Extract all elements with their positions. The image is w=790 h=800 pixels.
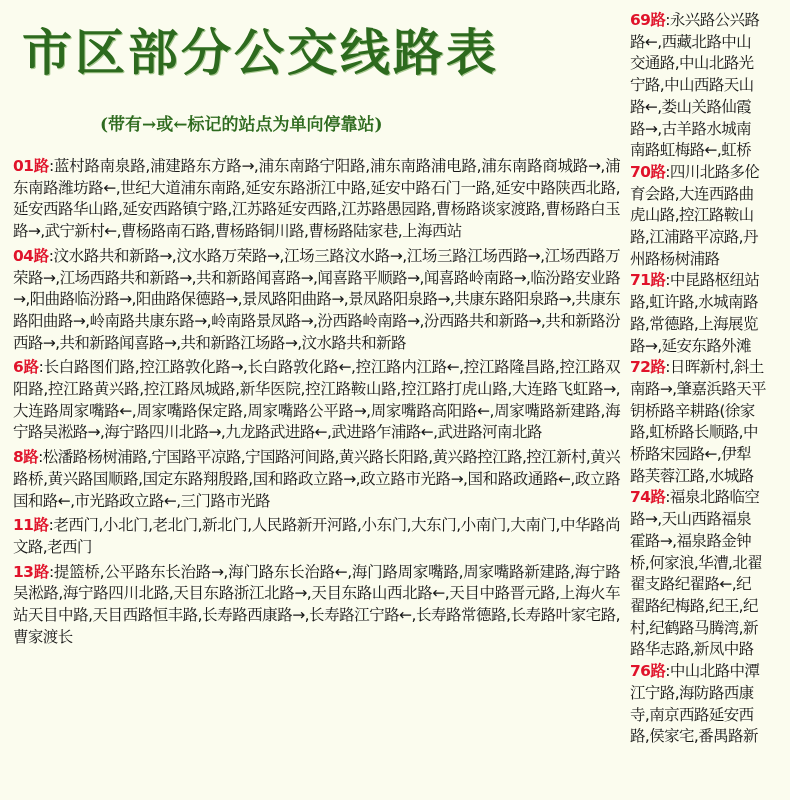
route-number: 76路: [630, 662, 666, 681]
route-stops: :汶水路共和新路→,汶水路万荣路→,江场三路汶水路→,江场三路江场西路→,江场西路万荣路→,江场西路共和新路→,共和新路闻喜路→,闻喜路平顺路→,闻喜路岭南路→,临汾路安业路→,阳曲路临汾路→,阳曲路保德路→,景凤路阳曲路→,景凤路阳泉路→,共康东路阳泉路→,共康东路阳曲路→,岭南路共康东路→,岭南路景凤路→,汾西路岭南路→,汾西路共和新路→,共和新路汾西路→,共和新路闻喜路→,共和新路江场路→,汶水路共和新路: [13, 246, 620, 352]
route-stops-line: 江宁路,海防路西康: [630, 683, 754, 702]
route-stops-line: 路→,古羊路水城南: [630, 119, 752, 138]
route-stops-line: 路,侯家宅,番禺路新: [630, 727, 758, 746]
route-stops-line: 桥,何家浪,华漕,北翟: [630, 553, 763, 572]
route-stops-line: :中昆路枢纽站: [665, 271, 760, 290]
route-stops: :老西门,小北门,老北门,新北门,人民路新开河路,小东门,大东门,小南门,大南门,中华路尚文路,老西门: [13, 516, 620, 556]
route-stops-line: 路←,娄山关路仙霞: [630, 97, 752, 116]
route-stops-line: :四川北路多伦: [665, 162, 760, 181]
route-stops-line: 育会路,大连西路曲: [630, 184, 754, 203]
route-entry: [13, 357, 620, 444]
route-stops-line: 虎山路,控江路鞍山: [630, 206, 754, 225]
route-number: 11路: [13, 516, 49, 535]
route-stops: :提篮桥,公平路东长治路→,海门路东长治路←,海门路周家嘴路,周家嘴路新建路,海宁路吴淞路,海宁路四川北路,天目东路浙江北路→,天目东路山西北路←,天目中路晋元路,上海火车站天目中路,天目西路恒丰路,长寿路西康路→,长寿路江宁路←,长寿路常德路,长寿路叶家宅路,曹家渡长: [13, 562, 620, 646]
route-stops-line: 州路杨树浦路: [630, 249, 720, 268]
route-stops-line: :永兴路公兴路: [665, 11, 760, 29]
route-stops-line: 霍路→,福泉路金钟: [630, 531, 752, 550]
route-number: 13路: [13, 562, 49, 581]
route-stops-line: 路→,天山西路福泉: [630, 510, 752, 529]
route-entry: [13, 562, 620, 649]
page-title: 市区部分公交线路表: [22, 23, 499, 82]
route-stops-line: 钥桥路辛耕路(徐家: [630, 401, 755, 420]
route-entry: [13, 246, 620, 355]
route-number: 8路: [13, 448, 39, 467]
route-stops-line: 宁路,中山西路天山: [630, 76, 754, 95]
route-stops-line: :日晖新村,斜土: [665, 358, 764, 377]
route-number: 74路: [630, 488, 666, 507]
route-number: 72路: [630, 358, 666, 377]
right-route-column: [630, 10, 790, 748]
route-entry: [13, 515, 620, 558]
route-list: [13, 156, 620, 651]
route-stops-line: 路华志路,新凤中路: [630, 640, 754, 659]
right-route-entry: [630, 270, 790, 357]
route-number: 01路: [13, 157, 49, 175]
right-route-entry: [630, 357, 790, 487]
route-stops-line: 路,虹桥路长顺路,中: [630, 423, 758, 442]
route-stops-line: :福泉北路临空: [665, 488, 760, 507]
route-stops: :长白路图们路,控江路敦化路→,长白路敦化路←,控江路内江路←,控江路隆昌路,控江路双阳路,控江路黄兴路,控江路凤城路,新华医院,控江路鞍山路,控江路打虎山路,大连路飞虹路→,大连路周家嘴路←,周家嘴路保定路,周家嘴路公平路→,周家嘴路高阳路←,周家嘴路新建路,海宁路吴淞路→,海宁路四川北路→,九龙路武进路←,武进路乍浦路←,武进路河南北路: [13, 358, 620, 442]
route-stops-line: 桥路宋园路←,伊犁: [630, 445, 752, 464]
route-entry: [13, 447, 620, 512]
route-stops: :蓝村路南泉路,浦建路东方路→,浦东南路宁阳路,浦东南路浦电路,浦东南路商城路→,浦东南路潍坊路←,世纪大道浦东南路,延安东路浙江中路,延安中路石门一路,延安中路陕西北路,延安西路华山路,延安西路镇宁路,江苏路延安西路,江苏路愚园路,曹杨路谈家渡路,曹杨路白玉路→,武宁新村←,曹杨路南石路,曹杨路铜川路,曹杨路陆家巷,上海西站: [13, 157, 620, 241]
route-stops-line: 路芙蓉江路,水城路: [630, 466, 754, 485]
page-subtitle: (带有→或←标记的站点为单向停靠站): [100, 115, 383, 135]
route-stops-line: 村,纪鹤路马腾湾,新: [630, 618, 758, 637]
route-stops-line: 南路→,肇嘉浜路天平: [630, 379, 766, 398]
route-stops-line: 翟路纪梅路,纪王,纪: [630, 596, 758, 615]
route-stops-line: 交通路,中山北路光: [630, 54, 754, 73]
right-route-entry: [630, 487, 790, 661]
route-stops-line: 路←,西藏北路中山: [630, 32, 752, 51]
route-stops-line: 南路虹梅路←,虹桥: [630, 141, 752, 160]
route-stops-line: 路→,延安东路外滩: [630, 336, 752, 355]
right-route-entry: [630, 162, 790, 271]
route-number: 70路: [630, 162, 666, 181]
route-entry: [13, 156, 620, 243]
route-stops-line: :中山北路中潭: [665, 662, 760, 681]
route-stops: :松潘路杨树浦路,宁国路平凉路,宁国路河间路,黄兴路长阳路,黄兴路控江路,控江新村,黄兴路桥,黄兴路国顺路,国定东路翔殷路,国和路政立路→,政立路市光路→,国和路政通路←,政立路国和路←,市光路政立路←,三门路市光路: [13, 448, 620, 510]
route-number: 71路: [630, 271, 666, 290]
route-number: 69路: [630, 11, 666, 29]
right-route-entry: [630, 661, 790, 748]
route-number: 04路: [13, 246, 49, 265]
route-stops-line: 路,虹许路,水城南路: [630, 293, 758, 312]
right-route-entry: [630, 10, 790, 162]
route-stops-line: 路,常德路,上海展览: [630, 314, 758, 333]
route-number: 6路: [13, 358, 39, 377]
route-stops-line: 寺,南京西路延安西: [630, 705, 754, 724]
route-stops-line: 路,江浦路平凉路,丹: [630, 228, 758, 247]
route-stops-line: 翟支路纪翟路←,纪: [630, 575, 752, 594]
